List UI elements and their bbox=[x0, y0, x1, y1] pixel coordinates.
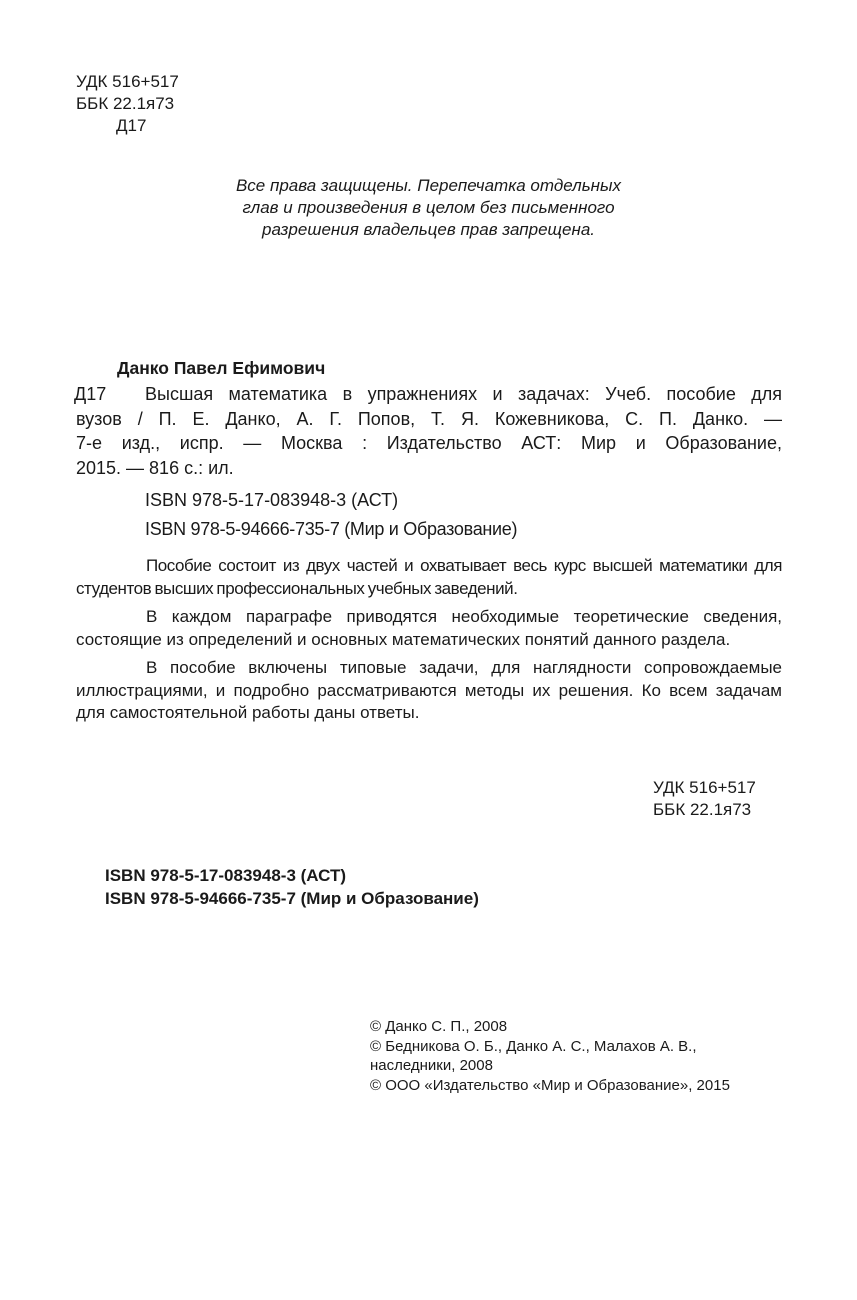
annotation-paragraph: В каждом параграфе приводятся необходимые теоретические сведения, состоящие из определений и основных математических понятий данного раздела. bbox=[76, 607, 782, 649]
copyright-line: © ООО «Издательство «Мир и Образование», 2015 bbox=[370, 1076, 730, 1094]
rights-notice bbox=[160, 175, 697, 241]
copyright-line: © Бедникова О. Б., Данко А. С., Малахов А. В., bbox=[370, 1037, 697, 1055]
copyright-line: © Данко С. П., 2008 bbox=[370, 1018, 508, 1035]
rights-notice-line: разрешения владельцев прав запрещена. bbox=[261, 220, 596, 239]
catalog-isbn-mir: ISBN 978-5-94666-735-7 (Мир и Образование) bbox=[145, 519, 518, 539]
catalog-description-line: 2015. — 816 с.: ил. bbox=[76, 457, 234, 478]
bbk-code: ББК 22.1я73 bbox=[76, 94, 175, 113]
author-mark: Д17 bbox=[116, 116, 147, 135]
copyright-line: наследники, 2008 bbox=[370, 1057, 493, 1074]
catalog-description-line: вузов / П. Е. Данко, А. Г. Попов, Т. Я. Кожевникова, С. П. Данко. — bbox=[76, 408, 782, 429]
udk-code: УДК 516+517 bbox=[76, 72, 179, 91]
isbn-mir: ISBN 978-5-94666-735-7 (Мир и Образование) bbox=[105, 889, 479, 908]
udk-code: УДК 516+517 bbox=[653, 778, 756, 797]
bbk-code: ББК 22.1я73 bbox=[653, 800, 752, 819]
catalog-entry-code: Д17 bbox=[74, 384, 107, 404]
annotation-paragraph: В пособие включены типовые задачи, для наглядности сопровождаемые иллюстрациями, и подробно рассматриваются методы их решения. Ко всем задачам для самостоятельной работы даны ответы. bbox=[76, 658, 782, 722]
top-classification-codes bbox=[76, 71, 179, 137]
catalog-title-line: Высшая математика в упражнениях и задачах: Учеб. пособие для bbox=[145, 384, 782, 404]
catalog-author: Данко Павел Ефимович bbox=[117, 358, 326, 378]
rights-notice-line: Все права защищены. Перепечатка отдельных bbox=[235, 176, 622, 195]
isbn-ast: ISBN 978-5-17-083948-3 (АСТ) bbox=[105, 866, 347, 885]
copyright-block bbox=[370, 1017, 790, 1095]
annotation bbox=[76, 555, 782, 725]
bottom-classification-codes bbox=[653, 777, 756, 821]
rights-notice-line: глав и произведения в целом без письменного bbox=[242, 198, 615, 217]
catalog-isbn-ast: ISBN 978-5-17-083948-3 (АСТ) bbox=[145, 490, 399, 510]
isbn-block bbox=[105, 864, 479, 910]
catalog-description-line: 7-е изд., испр. — Москва : Издательство АСТ: Мир и Образование, bbox=[76, 433, 782, 453]
catalog-description bbox=[76, 407, 782, 481]
annotation-paragraph: Пособие состоит из двух частей и охватывает весь курс высшей математики для студентов высших профессиональных учебных заведений. bbox=[76, 556, 782, 598]
